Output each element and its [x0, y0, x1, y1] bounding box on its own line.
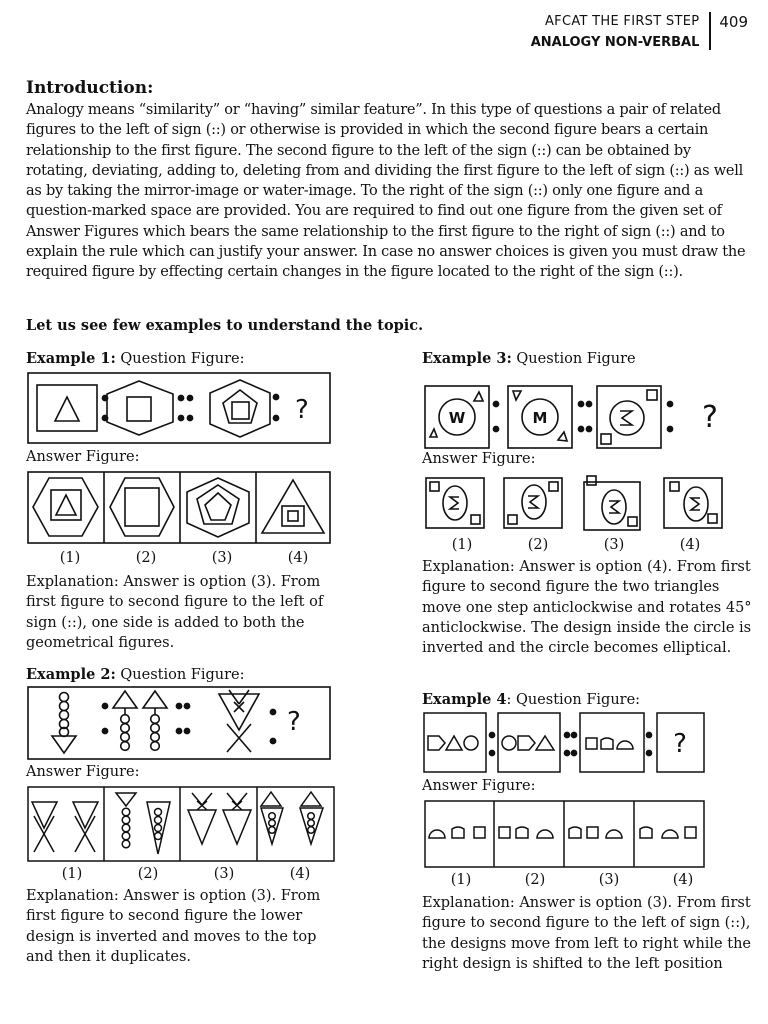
- example-2-explanation: Explanation: Answer is option (3). From first figure to second figure the lower design is inverted and moves to the top and then it duplicates.: [26, 888, 321, 965]
- a4-inner-square: [288, 511, 298, 521]
- a3-inner-pentagon: [205, 493, 231, 520]
- example-3-suffix: Question Figure: [511, 351, 636, 367]
- square-shape: [685, 827, 696, 838]
- down-triangle: [52, 736, 76, 753]
- bead: [151, 733, 160, 742]
- a2-symbol: [528, 496, 538, 508]
- dot: [184, 703, 189, 708]
- q1-triangle: [55, 397, 79, 421]
- bead: [151, 742, 160, 751]
- bead: [60, 702, 69, 711]
- example-4-title: [422, 691, 640, 708]
- bead: [308, 820, 315, 827]
- dot: [578, 401, 583, 406]
- a3-pentagon: [197, 485, 239, 524]
- a3-triangle: [223, 810, 251, 844]
- a1-triangle: [56, 495, 76, 515]
- example-1-answer-figures: [27, 471, 331, 544]
- a2-ellipse: [522, 485, 546, 519]
- bead: [121, 715, 130, 724]
- dot: [102, 703, 107, 708]
- question-mark: ?: [295, 395, 309, 425]
- example-2-answer-label: Answer Figure:: [26, 764, 140, 780]
- bead: [122, 808, 130, 816]
- chapter-title: ANALOGY NON-VERBAL: [530, 35, 700, 50]
- q3-square: [232, 402, 249, 419]
- a4-ellipse: [684, 487, 708, 521]
- q2-box: [498, 713, 560, 772]
- a1-ellipse: [443, 486, 467, 520]
- bead: [60, 711, 69, 720]
- small-square: [508, 515, 517, 524]
- v-stroke: [229, 690, 239, 704]
- a3-ellipse: [602, 490, 626, 524]
- question-frame: [28, 687, 330, 759]
- a4-square: [282, 506, 304, 526]
- example-2-label: Example 2:: [26, 666, 116, 683]
- bead: [121, 724, 130, 733]
- circle-shape: [502, 736, 516, 750]
- a4-up-triangle: [261, 792, 281, 806]
- q1-box: [424, 713, 486, 772]
- example-1-answer-label: Answer Figure:: [26, 449, 140, 465]
- a1-triangle: [32, 802, 57, 828]
- example-4-label: Example 4: [422, 691, 507, 708]
- bead: [308, 813, 315, 820]
- example-3-answer-label: Answer Figure:: [422, 451, 536, 467]
- pentagon-shape: [428, 736, 445, 750]
- dot: [176, 703, 181, 708]
- example-1-explanation: Explanation: Answer is option (3). From first figure to second figure to the left of sign (::), one side is added to both the geometrical figures.: [26, 574, 324, 651]
- option-2: (2): [524, 872, 546, 888]
- bead: [122, 824, 130, 832]
- option-4: (4): [672, 872, 694, 888]
- bead: [122, 832, 130, 840]
- semicircle-shape: [429, 830, 445, 838]
- small-triangle: [558, 432, 567, 441]
- cylinder-shape: [452, 827, 464, 838]
- bead: [269, 827, 276, 834]
- example-4-explanation: Explanation: Answer is option (3). From first figure to second figure to the left of sign (::), the designs move from left to right while the right design is shifted to the left position: [422, 895, 751, 972]
- small-square: [549, 482, 558, 491]
- option-2: (2): [527, 537, 549, 553]
- example-3-option-numbers: [424, 537, 728, 553]
- dot: [184, 728, 189, 733]
- dot: [176, 728, 181, 733]
- question-mark: ?: [702, 400, 718, 435]
- bead: [155, 817, 162, 824]
- bead: [122, 840, 130, 848]
- a3-hexagon: [187, 478, 249, 537]
- option-2: (2): [135, 550, 157, 566]
- cylinder-shape: [640, 827, 652, 838]
- down-triangle: [219, 694, 259, 730]
- header-titles: [531, 12, 712, 50]
- dot: [273, 415, 278, 420]
- dot: [493, 401, 498, 406]
- small-triangle: [430, 429, 437, 437]
- q3-square: [597, 386, 661, 448]
- q3-pentagon: [223, 390, 257, 423]
- a2-hexagon: [110, 478, 174, 536]
- example-1-suffix: Question Figure:: [115, 351, 245, 367]
- cylinder-shape: [601, 738, 613, 749]
- square-shape: [474, 827, 485, 838]
- dot: [667, 426, 672, 431]
- square-shape: [587, 827, 598, 838]
- dot: [270, 738, 275, 743]
- q3-symbol: [620, 411, 632, 425]
- dot: [571, 732, 576, 737]
- option-1: (1): [450, 872, 472, 888]
- semicircle-shape: [662, 830, 678, 838]
- dot: [270, 709, 275, 714]
- bead: [121, 742, 130, 751]
- dot: [178, 415, 183, 420]
- semicircle-shape: [537, 830, 553, 838]
- semicircle-shape: [617, 741, 633, 749]
- small-triangle: [474, 392, 483, 401]
- circle-shape: [464, 736, 478, 750]
- small-square: [587, 476, 596, 485]
- letter-m: M: [532, 409, 548, 427]
- q2-hexagon: [107, 381, 173, 435]
- example-1-title: [26, 350, 245, 367]
- bead: [155, 825, 162, 832]
- a3-symbol: [609, 501, 619, 513]
- option-3: (3): [603, 537, 625, 553]
- book-title: AFCAT THE FIRST STEP: [544, 14, 700, 29]
- dot: [646, 750, 651, 755]
- example-4-answer-label: Answer Figure:: [422, 778, 536, 794]
- dot: [564, 750, 569, 755]
- cylinder-shape: [569, 827, 581, 838]
- bead: [269, 813, 276, 820]
- bead: [121, 733, 130, 742]
- q1-square: [37, 385, 97, 431]
- dot: [187, 395, 192, 400]
- dot: [586, 426, 591, 431]
- small-square: [430, 482, 439, 491]
- letter-w: W: [448, 409, 466, 427]
- examples-lead-in: Let us see few examples to understand the topic.: [26, 317, 424, 334]
- example-2-answer-figures: [27, 786, 337, 862]
- answer-frame: [28, 787, 334, 861]
- v-stroke: [239, 690, 249, 704]
- bead: [308, 827, 315, 834]
- bead: [155, 809, 162, 816]
- example-3-answer-figures: [424, 476, 724, 532]
- a1-triangle: [73, 802, 98, 828]
- small-square: [708, 514, 717, 523]
- example-3-explanation: Explanation: Answer is option (4). From first figure to second figure the two triangles move one step anticlockwise and rotates 45° anticlockwise. The design inside the circle is inverted and the circle becomes elliptical.: [422, 559, 752, 657]
- dot: [102, 728, 107, 733]
- small-square: [601, 434, 611, 444]
- q3-hexagon: [210, 380, 270, 437]
- a1-symbol: [450, 497, 459, 509]
- q2-square: [127, 397, 151, 421]
- dot: [564, 732, 569, 737]
- example-3-label: Example 3:: [422, 350, 512, 367]
- up-triangle: [143, 691, 167, 708]
- dot: [489, 750, 494, 755]
- pentagon-shape: [518, 736, 535, 750]
- a4-up-triangle: [301, 792, 321, 806]
- dot: [586, 401, 591, 406]
- small-triangle: [513, 391, 521, 400]
- q3-circle: [610, 401, 644, 435]
- example-4-question-figure: [423, 712, 707, 774]
- q3-box: [580, 713, 644, 772]
- cylinder-shape: [516, 827, 528, 838]
- option-1: (1): [451, 537, 473, 553]
- square-shape: [586, 738, 597, 749]
- bead: [151, 715, 160, 724]
- example-1-question-figure: [27, 372, 331, 444]
- a1-hexagon: [33, 478, 98, 536]
- small-square: [670, 482, 679, 491]
- example-2-title: [26, 666, 245, 683]
- dot: [273, 394, 278, 399]
- dot: [667, 401, 672, 406]
- example-2-suffix: Question Figure:: [115, 667, 245, 683]
- a3-triangle: [188, 810, 216, 844]
- dot: [187, 415, 192, 420]
- bead: [269, 820, 276, 827]
- example-4-answer-figures: [424, 800, 706, 868]
- dot: [578, 426, 583, 431]
- question-mark: ?: [287, 707, 301, 737]
- triangle-shape: [536, 736, 554, 750]
- example-1-label: Example 1:: [26, 350, 116, 367]
- example-3-title: [422, 350, 636, 367]
- option-3: (3): [598, 872, 620, 888]
- option-4: (4): [287, 550, 309, 566]
- a2-square: [125, 488, 159, 526]
- dot: [646, 732, 651, 737]
- example-4-option-numbers: [424, 872, 720, 888]
- a2-long-triangle: [147, 802, 170, 854]
- small-square: [628, 517, 637, 526]
- small-square: [647, 390, 657, 400]
- dot: [178, 395, 183, 400]
- a4-symbol: [691, 498, 700, 510]
- question-mark: ?: [673, 729, 687, 759]
- small-square: [471, 515, 480, 524]
- triangle-shape: [446, 736, 462, 750]
- square-shape: [499, 827, 510, 838]
- example-4-suffix: : Question Figure:: [506, 692, 641, 708]
- option-3: (3): [213, 866, 235, 882]
- option-4: (4): [289, 866, 311, 882]
- dot: [571, 750, 576, 755]
- dot: [493, 426, 498, 431]
- bead: [122, 816, 130, 824]
- bead: [60, 693, 69, 702]
- semicircle-shape: [606, 830, 622, 838]
- bead: [155, 833, 162, 840]
- option-1: (1): [61, 866, 83, 882]
- option-2: (2): [137, 866, 159, 882]
- option-1: (1): [59, 550, 81, 566]
- example-2-question-figure: [27, 686, 331, 760]
- page-number: 409: [719, 13, 748, 31]
- intro-paragraph: Analogy means “similarity” or “having” similar feature”. In this type of questions a pair of related figures to the left of sign (::) or otherwise is provided in which the second figure bears a certain relationship to the first figure. The second figure to the left of the sign (::) can be obtained by rotating, deviating, adding to, deleting from and dividing the first figure to the left of sign (::) as well as by taking the mirror-image or water-image. To the right of the sign (::) only one figure and a question-marked space are provided. You are required to find out one figure from the given set of Answer Figures which bears the same relationship to the first figure to the right of sign (::) and to explain the rule which can justify your answer. In case no answer choices is given you must draw the required figure by effecting certain changes in the figure located to the right of the sign (::).: [26, 102, 746, 281]
- option-4: (4): [679, 537, 701, 553]
- option-3: (3): [211, 550, 233, 566]
- example-2-option-numbers: [34, 866, 338, 882]
- up-triangle: [113, 691, 137, 708]
- page-header: [531, 12, 748, 50]
- a2-triangle: [116, 793, 136, 806]
- intro-heading: Introduction:: [26, 78, 154, 98]
- bead: [151, 724, 160, 733]
- example-3-question-figure: [423, 382, 733, 450]
- dot: [489, 732, 494, 737]
- example-1-option-numbers: [32, 550, 336, 566]
